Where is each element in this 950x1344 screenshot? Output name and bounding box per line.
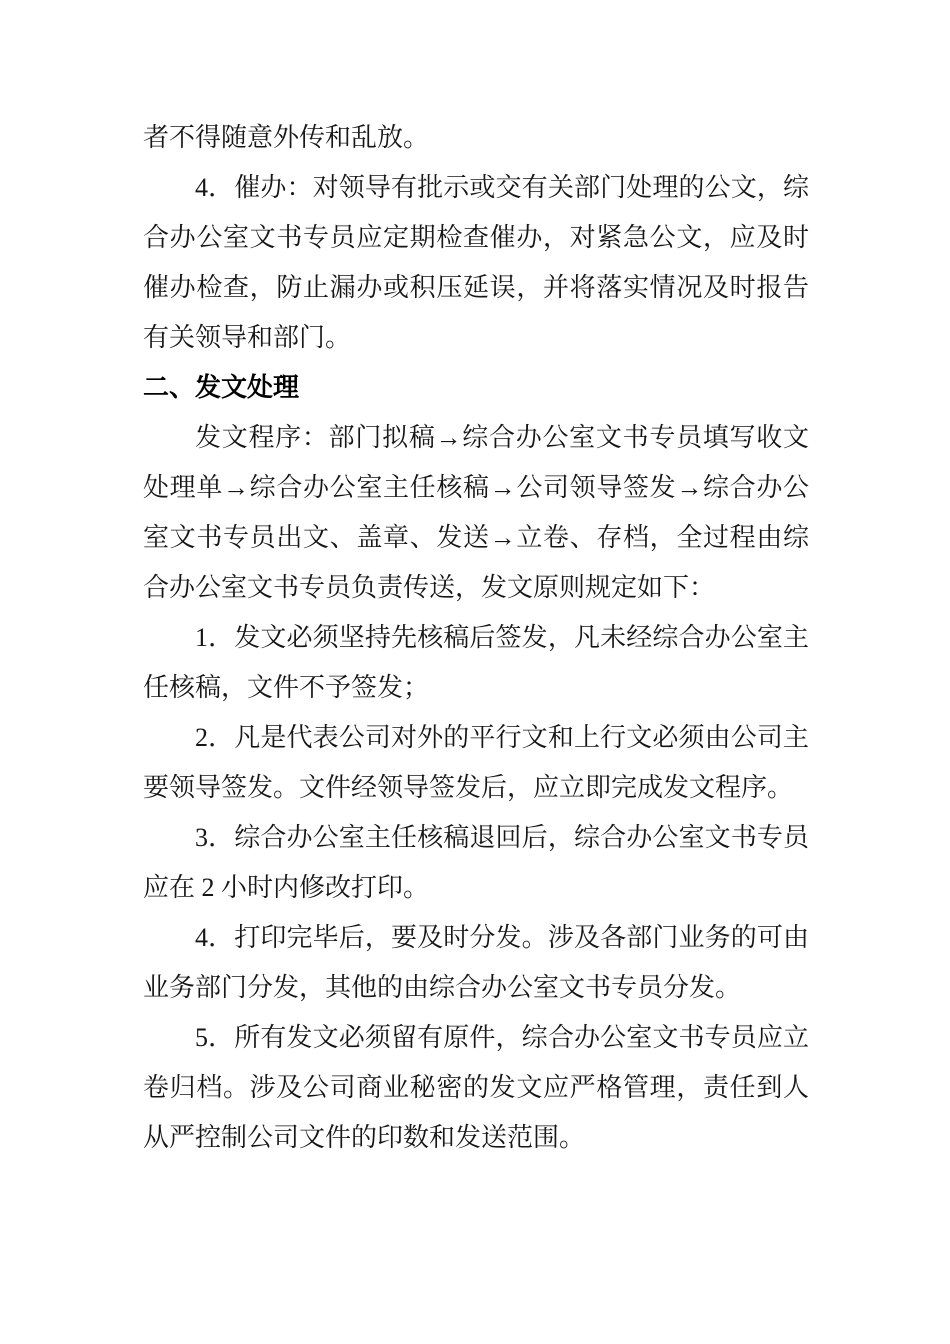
para-fawen-rule-1: 1．发文必须坚持先核稿后签发，凡未经综合办公室主任核稿，文件不予签发； bbox=[143, 623, 809, 702]
para-fawen-rule-2: 2．凡是代表公司对外的平行文和上行文必须由公司主要领导签发。文件经领导签发后，应立即完成发文程序。 bbox=[143, 723, 809, 802]
para-fawen-procedure: 发文程序：部门拟稿→综合办公室文书专员填写收文处理单→综合办公室主任核稿→公司领导签发→综合办公室文书专员出文、盖章、发送→立卷、存档，全过程由综合办公室文书专员负责传送，发文原则规定如下： bbox=[143, 423, 809, 602]
para-continuation: 者不得随意外传和乱放。 bbox=[143, 123, 430, 152]
para-fawen-rule-5: 5．所有发文必须留有原件，综合办公室文书专员应立卷归档。涉及公司商业秘密的发文应严格管理，责任到人从严控制公司文件的印数和发送范围。 bbox=[143, 1023, 809, 1152]
document-page bbox=[143, 113, 809, 1163]
para-fawen-rule-4: 4．打印完毕后，要及时分发。涉及各部门业务的可由业务部门分发，其他的由综合办公室文书专员分发。 bbox=[143, 923, 809, 1002]
section-heading-fawen-chuli: 二、发文处理 bbox=[143, 373, 300, 402]
para-fawen-rule-3: 3．综合办公室主任核稿退回后，综合办公室文书专员应在 2 小时内修改打印。 bbox=[143, 823, 809, 902]
para-item-cuiban: 4．催办：对领导有批示或交有关部门处理的公文，综合办公室文书专员应定期检查催办，对紧急公文，应及时催办检查，防止漏办或积压延误，并将落实情况及时报告有关领导和部门。 bbox=[143, 173, 809, 352]
